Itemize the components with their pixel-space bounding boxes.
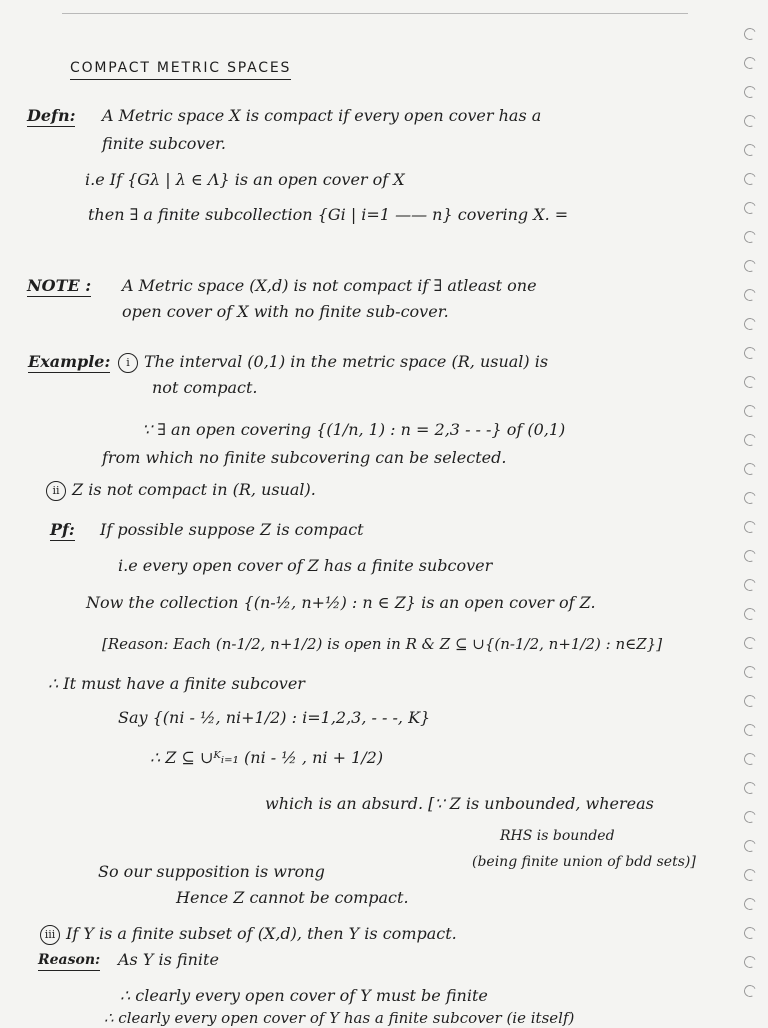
example-i-line: from which no finite subcovering can be selected. xyxy=(102,448,507,467)
example-i-line: not compact. xyxy=(152,378,258,397)
example-iii-text: If Y is a finite subset of (X,d), then Y is compact. xyxy=(66,924,457,943)
note-line: A Metric space (X,d) is not compact if ∃ atleast one xyxy=(122,276,537,295)
binding-ring xyxy=(742,113,757,128)
binding-ring xyxy=(742,548,757,563)
definition-line: then ∃ a finite subcollection {Gi | i=1 —— n} covering X. = xyxy=(88,205,569,224)
binding-ring xyxy=(742,374,757,389)
binding-ring xyxy=(742,403,757,418)
binding-ring xyxy=(742,55,757,70)
binding-ring xyxy=(742,171,757,186)
binding-ring xyxy=(742,867,757,882)
binding-ring xyxy=(742,577,757,592)
binding-ring xyxy=(742,722,757,737)
binding-ring xyxy=(742,345,757,360)
binding-ring xyxy=(742,954,757,969)
binding-ring xyxy=(742,461,757,476)
binding-ring xyxy=(742,229,757,244)
item-number: i xyxy=(118,353,138,373)
reason-line: ∴ clearly every open cover of Y has a finite subcover (ie itself) xyxy=(104,1009,575,1027)
binding-ring xyxy=(742,693,757,708)
binding-ring xyxy=(742,606,757,621)
binding-ring xyxy=(742,142,757,157)
note-label: NOTE : xyxy=(27,276,92,295)
proof-line: So our supposition is wrong xyxy=(98,862,325,881)
example-label: Example: xyxy=(28,352,111,371)
definition-label: Defn: xyxy=(27,106,76,125)
binding-ring xyxy=(742,26,757,41)
binding-ring xyxy=(742,519,757,534)
reason-label: Reason: xyxy=(38,950,100,971)
binding-ring xyxy=(742,838,757,853)
proof-line: (being finite union of bdd sets)] xyxy=(472,854,696,870)
definition-line: finite subcover. xyxy=(102,134,226,153)
item-number: iii xyxy=(40,925,60,945)
example-i-text: The interval (0,1) in the metric space (R, usual) is xyxy=(144,352,549,371)
binding-ring xyxy=(742,780,757,795)
proof-line: RHS is bounded xyxy=(500,828,615,844)
binding-ring xyxy=(742,316,757,331)
note-line: open cover of X with no finite sub-cover. xyxy=(122,302,449,321)
example-iii-line xyxy=(40,924,457,945)
proof-line: which is an absurd. [∵ Z is unbounded, whereas xyxy=(265,794,654,813)
item-number: ii xyxy=(46,481,66,501)
proof-label: Pf: xyxy=(50,520,75,539)
definition-line: i.e If {Gλ | λ ∈ Λ} is an open cover of X xyxy=(85,170,405,189)
binding-ring xyxy=(742,635,757,650)
definition-line: A Metric space X is compact if every open cover has a xyxy=(102,106,542,125)
binding-ring xyxy=(742,809,757,824)
spiral-binding xyxy=(738,20,762,1020)
binding-ring xyxy=(742,432,757,447)
proof-line: ∴ It must have a finite subcover xyxy=(48,674,305,693)
example-i-line: ∵ ∃ an open covering {(1/n, 1) : n = 2,3 - - -} of (0,1) xyxy=(142,420,566,439)
proof-line: If possible suppose Z is compact xyxy=(100,520,364,539)
binding-ring xyxy=(742,200,757,215)
proof-line: ∴ Z ⊆ ∪ᴷᵢ₌₁ (ni - ½ , ni + 1/2) xyxy=(150,748,384,767)
example-ii-line xyxy=(46,480,316,501)
binding-ring xyxy=(742,490,757,505)
proof-line: i.e every open cover of Z has a finite subcover xyxy=(118,556,493,575)
binding-ring xyxy=(742,84,757,99)
proof-line: Say {(ni - ½, ni+1/2) : i=1,2,3, - - -, K} xyxy=(118,708,431,727)
binding-ring xyxy=(742,287,757,302)
binding-ring xyxy=(742,258,757,273)
proof-line: Now the collection {(n-½, n+½) : n ∈ Z} is an open cover of Z. xyxy=(86,593,596,612)
reason-line: ∴ clearly every open cover of Y must be finite xyxy=(120,986,488,1005)
example-ii-text: Z is not compact in (R, usual). xyxy=(72,480,316,499)
reason-line: As Y is finite xyxy=(118,950,219,969)
binding-ring xyxy=(742,925,757,940)
example-i-line xyxy=(118,352,548,373)
proof-line: [Reason: Each (n-1/2, n+1/2) is open in R & Z ⊆ ∪{(n-1/2, n+1/2) : n∈Z}] xyxy=(102,635,663,653)
binding-ring xyxy=(742,896,757,911)
binding-ring xyxy=(742,751,757,766)
page-title: COMPACT METRIC SPACES xyxy=(70,58,291,80)
binding-ring xyxy=(742,664,757,679)
proof-line: Hence Z cannot be compact. xyxy=(176,888,409,907)
page-top-rule xyxy=(62,13,688,14)
binding-ring xyxy=(742,983,757,998)
